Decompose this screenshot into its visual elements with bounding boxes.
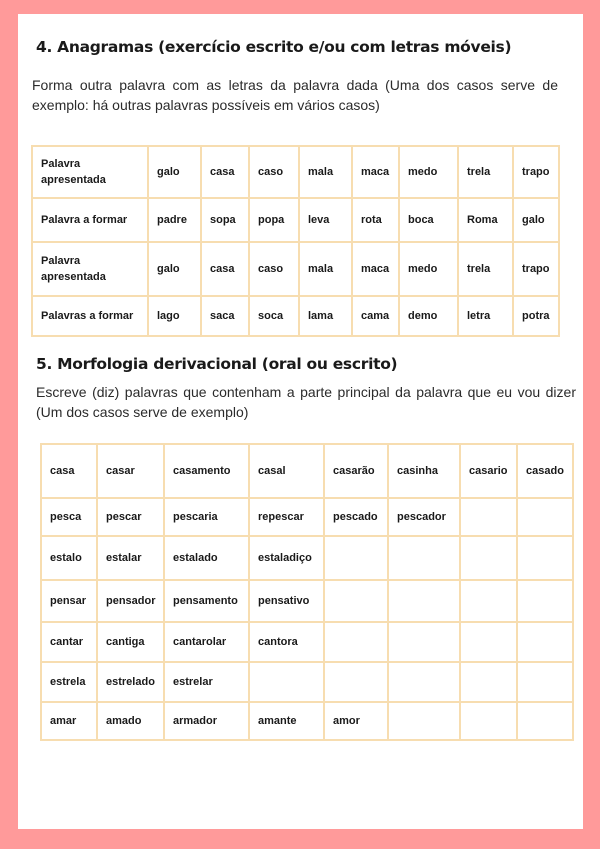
derived-word-cell: cantiga bbox=[97, 622, 164, 662]
derived-word-cell: armador bbox=[164, 702, 249, 740]
word-cell: casa bbox=[201, 242, 249, 296]
base-word-cell: amar bbox=[41, 702, 97, 740]
word-cell: padre bbox=[148, 198, 201, 242]
word-cell: soca bbox=[249, 296, 299, 336]
derived-word-cell bbox=[460, 662, 517, 702]
word-cell: popa bbox=[249, 198, 299, 242]
base-word-cell: pensar bbox=[41, 580, 97, 622]
derived-word-cell bbox=[388, 536, 460, 580]
table-row bbox=[32, 198, 559, 242]
row-header-cell: Palavra apresentada bbox=[32, 146, 148, 198]
derived-word-cell: estalar bbox=[97, 536, 164, 580]
derived-word-cell: pescado bbox=[324, 498, 388, 536]
table-row bbox=[41, 444, 573, 498]
word-cell: boca bbox=[399, 198, 458, 242]
derived-word-cell bbox=[517, 580, 573, 622]
section-4-title: 4. Anagramas (exercício escrito e/ou com letras móveis) bbox=[36, 38, 512, 56]
table-row bbox=[41, 622, 573, 662]
derived-word-cell: casario bbox=[460, 444, 517, 498]
derived-word-cell bbox=[460, 580, 517, 622]
word-cell: trapo bbox=[513, 146, 559, 198]
anagram-table bbox=[31, 145, 560, 337]
word-cell: letra bbox=[458, 296, 513, 336]
row-header-cell: Palavra a formar bbox=[32, 198, 148, 242]
base-word-cell: estalo bbox=[41, 536, 97, 580]
word-cell: galo bbox=[148, 242, 201, 296]
table-row bbox=[41, 536, 573, 580]
word-cell: casa bbox=[201, 146, 249, 198]
derived-word-cell bbox=[388, 580, 460, 622]
table-row bbox=[32, 296, 559, 336]
derived-word-cell: estalado bbox=[164, 536, 249, 580]
derived-word-cell bbox=[517, 536, 573, 580]
derived-word-cell bbox=[517, 622, 573, 662]
word-cell: medo bbox=[399, 146, 458, 198]
derived-word-cell bbox=[324, 622, 388, 662]
word-cell: trela bbox=[458, 146, 513, 198]
derived-word-cell: estrelar bbox=[164, 662, 249, 702]
derived-word-cell bbox=[460, 622, 517, 662]
table-row bbox=[41, 702, 573, 740]
word-cell: medo bbox=[399, 242, 458, 296]
word-cell: leva bbox=[299, 198, 352, 242]
table-row bbox=[32, 242, 559, 296]
word-cell: maca bbox=[352, 146, 399, 198]
section-5-title: 5. Morfologia derivacional (oral ou escrito) bbox=[36, 355, 398, 373]
derived-word-cell: amor bbox=[324, 702, 388, 740]
table-row bbox=[32, 146, 559, 198]
derived-word-cell: casado bbox=[517, 444, 573, 498]
base-word-cell: estrela bbox=[41, 662, 97, 702]
derived-word-cell: pensador bbox=[97, 580, 164, 622]
word-cell: caso bbox=[249, 146, 299, 198]
word-cell: demo bbox=[399, 296, 458, 336]
row-header-cell: Palavras a formar bbox=[32, 296, 148, 336]
section-5-instruction: Escreve (diz) palavras que contenham a parte principal da palavra que eu vou dizer (Um dos casos serve de exemplo) bbox=[36, 384, 576, 420]
derived-word-cell bbox=[460, 498, 517, 536]
derived-word-cell: pescaria bbox=[164, 498, 249, 536]
derived-word-cell: pescador bbox=[388, 498, 460, 536]
word-cell: maca bbox=[352, 242, 399, 296]
derived-word-cell: pensativo bbox=[249, 580, 324, 622]
derived-word-cell bbox=[517, 702, 573, 740]
derived-word-cell: cantora bbox=[249, 622, 324, 662]
table-row bbox=[41, 662, 573, 702]
derived-word-cell: amante bbox=[249, 702, 324, 740]
derived-word-cell: pensamento bbox=[164, 580, 249, 622]
word-cell: galo bbox=[148, 146, 201, 198]
base-word-cell: pesca bbox=[41, 498, 97, 536]
derived-word-cell: cantarolar bbox=[164, 622, 249, 662]
derived-word-cell bbox=[324, 662, 388, 702]
base-word-cell: casa bbox=[41, 444, 97, 498]
word-cell: caso bbox=[249, 242, 299, 296]
derived-word-cell bbox=[249, 662, 324, 702]
table-row bbox=[41, 498, 573, 536]
word-cell: mala bbox=[299, 146, 352, 198]
derived-word-cell: casar bbox=[97, 444, 164, 498]
derived-word-cell: repescar bbox=[249, 498, 324, 536]
word-cell: cama bbox=[352, 296, 399, 336]
derived-word-cell bbox=[388, 662, 460, 702]
derived-word-cell: casinha bbox=[388, 444, 460, 498]
word-cell: trapo bbox=[513, 242, 559, 296]
word-cell: lago bbox=[148, 296, 201, 336]
derived-word-cell: casamento bbox=[164, 444, 249, 498]
row-header-cell: Palavra apresentada bbox=[32, 242, 148, 296]
derived-word-cell bbox=[388, 702, 460, 740]
derived-word-cell: amado bbox=[97, 702, 164, 740]
word-cell: sopa bbox=[201, 198, 249, 242]
derived-word-cell bbox=[388, 622, 460, 662]
derived-word-cell: pescar bbox=[97, 498, 164, 536]
section-4-instruction: Forma outra palavra com as letras da palavra dada (Uma dos casos serve de exemplo: há outras palavras possíveis em vários casos) bbox=[32, 77, 558, 113]
base-word-cell: cantar bbox=[41, 622, 97, 662]
word-cell: rota bbox=[352, 198, 399, 242]
word-cell: Roma bbox=[458, 198, 513, 242]
derived-word-cell bbox=[517, 498, 573, 536]
derived-word-cell bbox=[324, 580, 388, 622]
word-cell: mala bbox=[299, 242, 352, 296]
word-cell: potra bbox=[513, 296, 559, 336]
word-cell: trela bbox=[458, 242, 513, 296]
derivation-table bbox=[40, 443, 574, 741]
derived-word-cell: casarão bbox=[324, 444, 388, 498]
derived-word-cell: casal bbox=[249, 444, 324, 498]
derived-word-cell bbox=[460, 702, 517, 740]
word-cell: lama bbox=[299, 296, 352, 336]
derived-word-cell bbox=[324, 536, 388, 580]
derived-word-cell bbox=[517, 662, 573, 702]
word-cell: saca bbox=[201, 296, 249, 336]
word-cell: galo bbox=[513, 198, 559, 242]
derived-word-cell bbox=[460, 536, 517, 580]
derived-word-cell: estaladiço bbox=[249, 536, 324, 580]
table-row bbox=[41, 580, 573, 622]
derived-word-cell: estrelado bbox=[97, 662, 164, 702]
